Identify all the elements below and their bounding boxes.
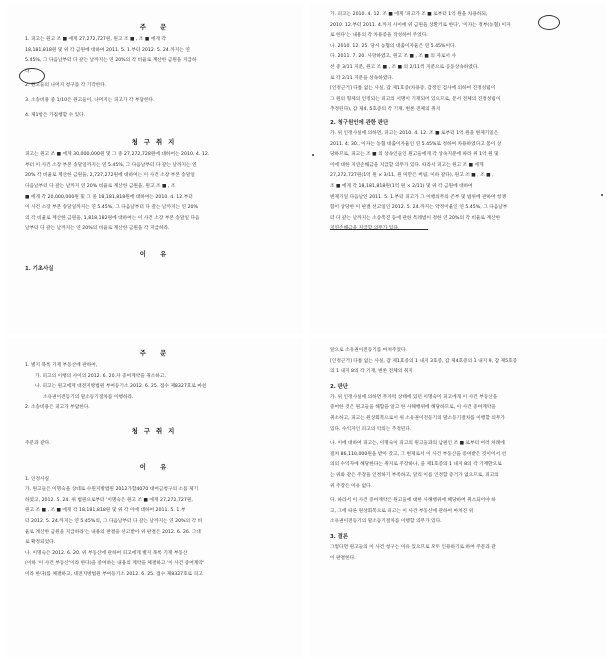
claim-line: 주문과 같다. xyxy=(25,440,51,446)
claim-line: 날부터 다 갚는 날까지는 연 20%의 비율로 계산한 금원을 각 지급하라. xyxy=(25,226,170,232)
judgment-line: 위 주장은 이유 없다. xyxy=(330,483,373,489)
fact-line: 가. 피고는 2010. 4. 12. 조 ■ 에게 '피고가 조 ■ 로부터 1억 원을 차용하되, xyxy=(330,12,488,17)
order-line: 2. 소송비용은 피고가 부담한다. xyxy=(25,405,90,411)
judgment-line: 이에 대한 지연손해금을 지급할 의무가 있다. 따라서 피고는 원고 조 ■ 에게 xyxy=(330,162,484,168)
order-line: 5.45%, 그 다음날부터 다 갚는 날까지는 연 20%의 각 비율로 계산한 금원을 지급하 xyxy=(25,58,197,64)
claim-heading: 청구취지 xyxy=(131,426,181,435)
order-line: 나. 피고는 원고에게 대전지방법원 부여등기소 2012. 6. 25. 접수 제8327호로 마친 xyxy=(35,384,207,390)
page-left-bottom xyxy=(7,338,303,658)
judgment-line: 의의 수익자에 해당한다는 취지로 주장하나, 을 제1호증의 1 내지 8의 각 기재만으로 xyxy=(330,462,502,468)
order-line: 2. 원고들의 나머지 청구를 각 기각한다. xyxy=(25,83,107,89)
margin-dot xyxy=(312,154,314,156)
judgment-line: 지연손해금을 지급할 의무가 있다. xyxy=(330,226,400,232)
claim-line: 피고는 원고 조 ■ 에게 30,000,000원 및 그 중 27,272,728원에 대하여는 2010. 4. 12. xyxy=(25,152,210,158)
judgment-line: 가. 위 인정사실에 의하면 무자력 상태에 있던 이명숙이 피고에게 이 사건 부동산을 xyxy=(330,394,498,400)
judgment-line: 변제기일 다음날인 2011. 5. 1.부터 피고가 그 이행의무의 존부 및 범위에 관하여 항쟁 xyxy=(330,194,507,200)
judgment-line: 고, 그에 따른 원상회복으로 피고는 이 사건 부동산에 관하여 마쳐진 위 xyxy=(330,508,474,514)
claim-line: 의 각 비율로 계산한 금원을, 1,818,182원에 대하여는 이 사건 소장 부본 송달일 다음 xyxy=(25,215,200,221)
fact-line: 추정된다), 갑 제4, 5호증의 각 기재, 변론 전체의 취지 xyxy=(330,107,441,113)
fact-line: 하였고, 2012. 5. 24. 위 법원으로부터 '이명숙은 원고 조 ■ 에게 27,272,727원, xyxy=(25,497,193,503)
basic-facts-heading: 1. 기초사실 xyxy=(25,265,54,272)
fact-line: 나. 2010. 12. 25. 당시 농협의 대출이자율은 연 5.45%이다. xyxy=(330,43,457,49)
claim-line: ■ 에게 각 20,000,000원 및 그 중 18,181,818원에 대하여는 2010. 4. 12.부터 xyxy=(25,194,193,200)
order-line: 1. 피고는 원고 조 ■ 에게 27,272,727원, 원고 조 ■ , 조 ■ 에게 각 xyxy=(25,37,166,42)
fact-line: 의 1 내지 8의 각 기재, 변론 전체의 취지 xyxy=(330,369,413,375)
fact-line: 앞으로 소유권이전등기를 마쳐주었다. xyxy=(330,348,407,353)
order-line: 18,181,818원 및 위 각 금원에 대하여 2011. 5. 1.부터 2012. 5. 24.까지는 연 xyxy=(25,47,190,53)
fact-line: 그 원의 형제의 인정되는 피고의 서명이 기재되어 있으므로, 문서 전체의 진정성립이 xyxy=(330,96,501,102)
conclusion-line: 그렇다면 원고들의 이 사건 청구는 이유 있으므로 모두 인용하기로 하여 주문과 같 xyxy=(330,544,496,550)
page-right-top xyxy=(310,4,606,334)
margin-dot xyxy=(601,194,603,196)
judgment-line: 27,272,727원(1억 원 × 3/11, 원 미만은 버림, 이하 같다), 원고 조 ■ , 조 ■ , xyxy=(330,173,494,179)
fact-line: 로 각 2/11 지분을 상속하였다. xyxy=(330,75,394,81)
fact-line: 다. 2011. 7. 20. 사망하였고, 원고 조 ■ , 조 ■ 의 자로서 사 xyxy=(330,54,456,60)
fact-line: 터 2012. 5. 24.까지는 연 5.45%의, 그 다음날부터 다 갚는 날까지는 연 20%의 각 비 xyxy=(25,518,203,524)
judgment-line: 걸쳐 86,110,000원을 받아 갔고, 그 변제로서 이 사건 부동산을 증여받은 것이어서 선 xyxy=(330,451,507,457)
page-right-bottom xyxy=(310,338,606,658)
fact-line: 로 한다'는 내용의 각 차용증을 작성하여 주었다. xyxy=(330,33,428,39)
order-heading: 주 문 xyxy=(139,349,173,357)
handwritten-underline xyxy=(330,229,428,230)
fact-line: [인정근거] 다툼 없는 사실, 갑 제1호증(차용증, 감정인 검사에 의하여 진정성립이 xyxy=(330,86,496,92)
judgment-line: 다. 따라서 이 사건 증여계약은 원고들에 대한 사해행위에 해당하여 취소되어야 하 xyxy=(330,498,496,504)
reasons-heading: 이 유 xyxy=(139,249,173,258)
judgment-line: 터 다 갚는 날까지는 소송촉진 등에 관한 특례법이 정한 연 20%의 각 비율로 계산한 xyxy=(330,215,501,221)
section3-heading: 3. 결론 xyxy=(330,533,349,540)
judgment-line: 소유권이전등기의 말소등기절차를 이행할 의무가 있다. xyxy=(330,519,442,525)
fact-line: 1. 인정사실 xyxy=(25,476,50,482)
page-left-top xyxy=(7,4,303,334)
fact-line: [인정근거] 다툼 없는 사실, 갑 제1호증의 1 내지 3호증, 갑 제4호증의 1 내지 9, 갑 제5호증 xyxy=(330,358,518,364)
fact-line: 이라 한다)를 체결하고, 대전지방법원 부여등기소 2012. 6. 25. 접수 제8327호로 피고 xyxy=(25,571,203,577)
judgment-line: 나. 이에 대하여 피고는, 이명숙이 피고의 원고들과의 남편인 조 ■ 로부터 여러 차례에 xyxy=(330,441,505,447)
conclusion-line: 이 판결한다. xyxy=(330,555,356,561)
fact-line: 2010. 12.부터 2011. 4.까지 사이에 위 금원을 상환키로 한다', '이자는 정부(농협) 이자 xyxy=(330,22,511,28)
judgment-line: 함이 상당한 이 판결 선고일인 2012. 5. 24.까지는 약정이율인 연 5.45%, 그 다음날부 xyxy=(330,205,508,211)
claim-heading: 청구취지 xyxy=(131,138,181,147)
fact-line: 원고 조 ■ , 조 ■ 에게 각 18,181,818원 및 위 각 이에 대하여 2011. 5. 1.부 xyxy=(25,508,186,514)
judgment-line: 당하므로, 피고는 조 ■ 의 상속인들인 원고들에게 각 상속지분에 따라 위 1억 원 및 xyxy=(330,152,499,158)
claim-line: 이 사건 소장 부본 송달일까지는 연 5.45%, 그 다음날부터 다 갚는 날까지는 연 20% xyxy=(25,205,198,211)
order-line: 가. 피고의 이행의 사이의 2012. 6. 20.자 증여계약을 취소하고, xyxy=(35,373,166,379)
fact-line: 가. 원고들은 이명숙을 상대로 수원지방법원 2012가합4070 대여금청구의 소를 제기 xyxy=(25,487,199,493)
order-line: 소유권이전등기의 말소등기절차를 이행하라. xyxy=(43,394,134,400)
judgment-line: 2011. 4. 30., 이자는 농협 대출이자율인 연 5.45%로 정하여 차용하였다고 봄이 상 xyxy=(330,141,502,147)
handwritten-circle xyxy=(19,68,45,84)
order-heading: 주 문 xyxy=(139,23,173,31)
order-line: 3. 소송비용 중 1/10은 원고들이, 나머지는 피고가 각 부담한다. xyxy=(25,97,155,103)
fact-line: 율로 계산한 금원을 지급하라'는 내용의 판결을 선고받아 위 판결은 2012. 6. 26. 그대 xyxy=(25,529,201,535)
judgment-line: 증여한 것은 원고들을 해함을 알고 한 사해행위에 해당하므로, 이 사건 증여계약을 xyxy=(330,405,496,411)
claim-line: 부터 이 사건 소장 부본 송달일까지는 연 5.45%, 그 다음날부터 다 갚는 날까지는 연 xyxy=(25,162,197,168)
section2-heading: 2. 청구원인에 관한 판단 xyxy=(330,119,389,126)
fact-line: 로 확정되었다. xyxy=(25,540,56,546)
handwritten-circle xyxy=(538,15,560,30)
fact-line: 선 중 3/11 지분, 원고 조 ■ , 조 ■ 의 2/11씩 지분으로 공동상속하였다. xyxy=(330,64,479,70)
order-line: 1. 별지 목록 기재 부동산에 관하여, xyxy=(25,363,98,368)
fact-line: 나. 이명숙은 2012. 6. 20. 위 부동산에 관하여 피고에게 별지 목록 기재 부동산 xyxy=(25,550,188,556)
claim-line: 다음날부터 다 갚는 날까지 연 20% 비율로 계산한 금원을, 원고 조 ■ , 조 xyxy=(25,183,176,189)
judgment-line: 조 ■ 에게 각 18,181,818원(1억 원 × 2/11) 및 위 각 금원에 대하여 xyxy=(330,183,473,189)
reasons-heading: 이 유 xyxy=(139,462,173,471)
section2-heading: 2. 판단 xyxy=(330,383,349,390)
judgment-line: 취소하고, 피고는 원상회복으로서 위 소유권이전등기의 말소등기절차를 이행할 의무가 xyxy=(330,415,505,421)
order-line: 4. 제1항은 가집행할 수 있다. xyxy=(25,112,86,118)
judgment-line: 가. 위 인정사실에 의하면, 피고는 2010. 4. 12. 조 ■ 로부터 1억 원을 변제기일은 xyxy=(330,130,499,136)
fact-line: (이하 '이 사건 부동산'이라 한다)을 증여하는 내용의 계약을 체결하고 '이 사건 증여계약' xyxy=(25,561,205,567)
claim-line: 20% 각 비율로 계산한 금원을, 2,727,272원에 대하여는 이 사건 소장 부본 송달일 xyxy=(25,173,195,179)
judgment-line: 는 위와 같은 주장을 인정하기 부족하고, 달리 이를 인정할 증거가 없으므로, 피고의 xyxy=(330,472,499,478)
judgment-line: 있다. 수익자인 피고의 악의는 추정된다. xyxy=(330,426,412,432)
order-line: 라. xyxy=(25,68,32,74)
